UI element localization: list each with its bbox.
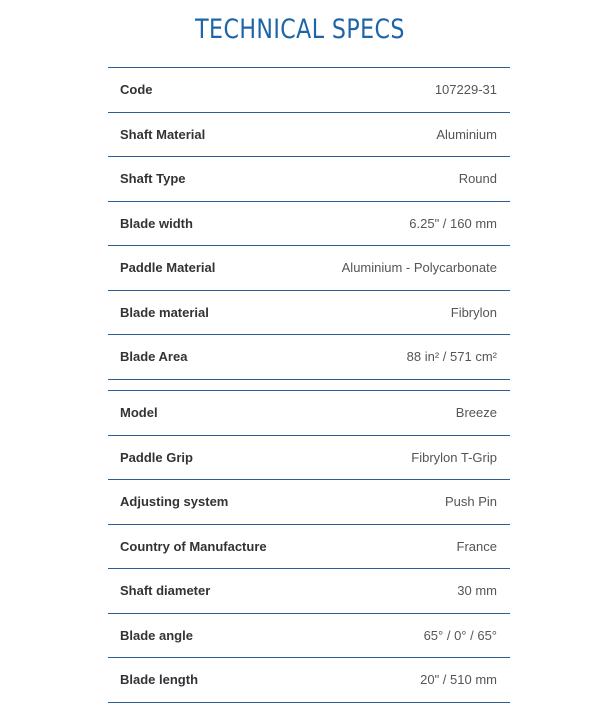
spec-value: Breeze — [455, 405, 497, 421]
spec-value: 88 in² / 571 cm² — [406, 349, 497, 365]
spec-label: Paddle Material — [120, 260, 216, 276]
spec-label: Blade length — [120, 672, 199, 688]
spec-label: Shaft diameter — [120, 583, 211, 599]
spec-row-shaft-material — [108, 113, 510, 158]
spec-value: 107229-31 — [434, 82, 497, 98]
spec-value: Round — [458, 171, 497, 187]
spec-row-paddle-material — [108, 246, 510, 291]
spec-label: Blade angle — [120, 627, 193, 643]
spec-row-blade-width — [108, 202, 510, 247]
spec-value: Push Pin — [444, 494, 497, 510]
spec-label: Shaft Type — [120, 171, 186, 187]
spec-label: Country of Manufacture — [120, 538, 267, 554]
spec-row-adjusting-system — [108, 480, 510, 525]
spec-label: Blade material — [120, 304, 209, 320]
spec-value: 30 mm — [457, 583, 497, 599]
spec-value: 65° / 0° / 65° — [423, 627, 497, 643]
spec-row-blade-length — [108, 658, 510, 703]
spec-value: Fibrylon — [450, 304, 497, 320]
spec-label: Adjusting system — [120, 494, 229, 510]
specs-table-group-2 — [108, 390, 510, 703]
spec-row-country-of-manufacture — [108, 525, 510, 570]
spec-row-blade-angle — [108, 614, 510, 659]
spec-row-code — [108, 68, 510, 113]
spec-row-blade-material — [108, 291, 510, 336]
spec-label: Code — [120, 82, 153, 98]
spec-label: Model — [120, 405, 158, 421]
spec-value: France — [456, 538, 497, 554]
spec-row-blade-area — [108, 335, 510, 380]
spec-label: Blade Area — [120, 349, 188, 365]
spec-row-shaft-type — [108, 157, 510, 202]
spec-value: 20" / 510 mm — [420, 672, 497, 688]
spec-row-shaft-diameter — [108, 569, 510, 614]
spec-value: Aluminium - Polycarbonate — [341, 260, 497, 276]
specs-table-group-1 — [108, 67, 510, 380]
spec-label: Paddle Grip — [120, 449, 193, 465]
spec-row-model — [108, 391, 510, 436]
spec-value: Aluminium — [436, 126, 497, 142]
spec-label: Shaft Material — [120, 126, 206, 142]
page-title: TECHNICAL SPECS — [195, 14, 405, 45]
spec-row-paddle-grip — [108, 436, 510, 481]
spec-value: Fibrylon T-Grip — [411, 449, 497, 465]
spec-value: 6.25" / 160 mm — [409, 215, 497, 231]
spec-label: Blade width — [120, 215, 193, 231]
